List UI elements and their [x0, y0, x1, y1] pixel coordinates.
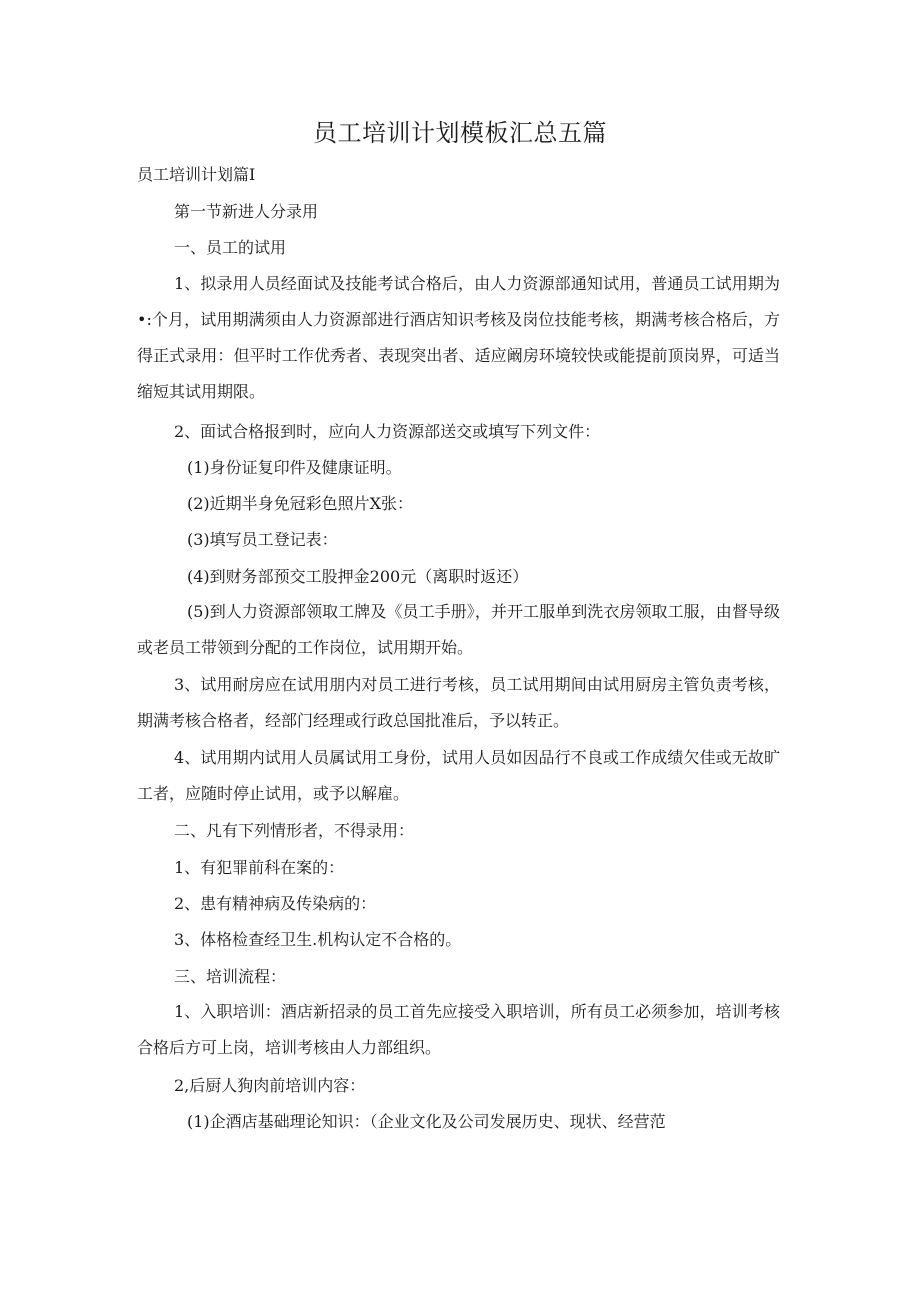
paragraph-trial-3: 3、试用耐房应在试用朋内对员工进行考核，员工试用期间由试用厨房主管负责考核，期满考核合格者，经部门经理或行政总国批准后，予以转正。	[137, 675, 780, 730]
list-item: (5)到人力资源部领取工牌及《员工手册》，并开工服单到洗衣房领取工服，由督导级或老员工带领到分配的工作岗位，试用期开始。	[137, 602, 780, 657]
list-item: 2、患有精神病及传染病的：	[174, 894, 377, 913]
list-item: (1)企酒店基础理论知识：（企业文化及公司发展历史、现状、经营范	[187, 1112, 666, 1131]
list-item: 3、体格检查经卫生.机构认定不合格的。	[174, 930, 462, 949]
list-item: (3)填写员工登记表：	[187, 530, 338, 549]
part-heading: 员工培训计划篇I	[137, 165, 256, 184]
paragraph-trial-1: 1、拟录用人员经面试及技能考试合格后，由人力资源部通知试用，普通员工试用期为•:个月，试用期满须由人力资源部进行酒店知识考核及岗位技能考核，期满考核合格后，方得正式录用：但平时工作优秀者、表现突出者、适应阚房环境较快或能提前顶岗界，可适当缩短其试用期限。	[137, 274, 780, 401]
subsection-heading: 二、凡有下列情形者，不得录用：	[174, 821, 415, 840]
list-item: 1、有犯罪前科在案的：	[174, 858, 345, 877]
subsection-heading: 一、员工的试用	[174, 238, 287, 257]
subsection-heading: 三、培训流程：	[174, 967, 287, 986]
paragraph-trial-4: 4、试用期内试用人员属试用工身份，试用人员如因品行不良或工作成绩欠佳或无故旷工者，应随时停止试用，或予以解雇。	[137, 748, 780, 803]
document-title: 员工培训计划模板汇总五篇	[313, 119, 607, 147]
paragraph-trial-2: 2、面试合格报到时，应向人力资源部送交或填写下列文件：	[174, 422, 601, 441]
paragraph-training-2: 2,后厨人狗肉前培训内容：	[174, 1076, 366, 1095]
paragraph-training-1: 1、入职培训：酒店新招录的员工首先应接受入职培训，所有员工必须参加，培训考核合格后方可上岗，培训考核由人力部组织。	[137, 1002, 780, 1057]
list-item: (4)到财务部预交工股押金200元（离职时返还）	[187, 567, 529, 586]
list-item: (1)身份证复印件及健康证明。	[187, 458, 402, 477]
list-item: (2)近期半身免冠彩色照片X张：	[187, 494, 414, 513]
section-heading: 第一节新进人分录用	[174, 202, 319, 221]
